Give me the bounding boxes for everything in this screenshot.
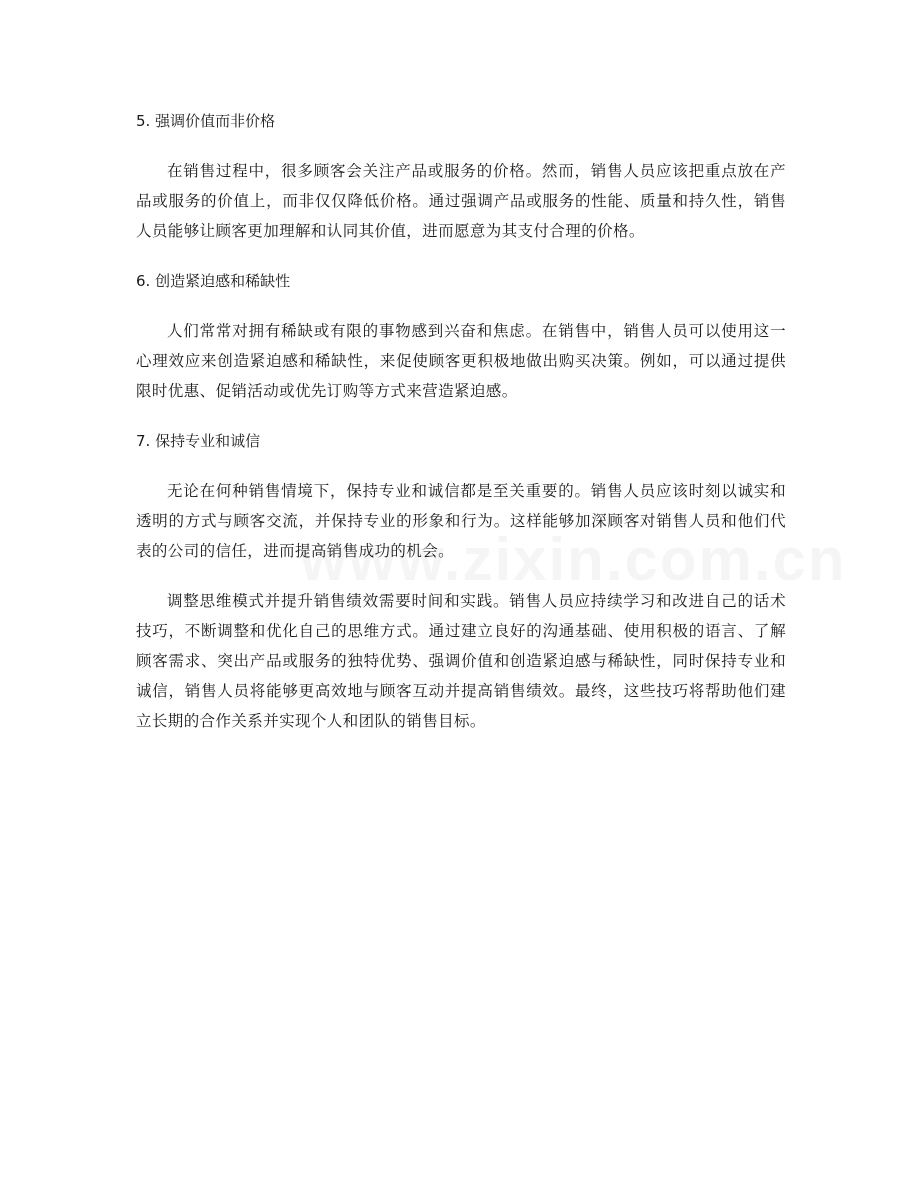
section-body-7: 无论在何种销售情境下，保持专业和诚信都是至关重要的。销售人员应该时刻以诚实和透明的方式与顾客交流，并保持专业的形象和行为。这样能够加深顾客对销售人员和他们代表的公司的信任，进而提高销售成功的机会。 xyxy=(136,482,786,560)
section-body-6: 人们常常对拥有稀缺或有限的事物感到兴奋和焦虑。在销售中，销售人员可以使用这一心理效应来创造紧迫感和稀缺性，来促使顾客更积极地做出购买决策。例如，可以通过提供限时优惠、促销活动或优先订购等方式来营造紧迫感。 xyxy=(136,322,786,400)
section-heading-7: 7. 保持专业和诚信 xyxy=(136,432,261,450)
section-heading-6: 6. 创造紧迫感和稀缺性 xyxy=(136,272,291,290)
conclusion-paragraph: 调整思维模式并提升销售绩效需要时间和实践。销售人员应持续学习和改进自己的话术技巧，不断调整和优化自己的思维方式。通过建立良好的沟通基础、使用积极的语言、了解顾客需求、突出产品或服务的独特优势、强调价值和创造紧迫感与稀缺性，同时保持专业和诚信，销售人员将能够更高效地与顾客互动并提高销售绩效。最终，这些技巧将帮助他们建立长期的合作关系并实现个人和团队的销售目标。 xyxy=(136,592,786,730)
section-heading-5: 5. 强调价值而非价格 xyxy=(136,112,276,130)
document-content xyxy=(136,106,786,756)
section-body-5: 在销售过程中，很多顾客会关注产品或服务的价格。然而，销售人员应该把重点放在产品或服务的价值上，而非仅仅降低价格。通过强调产品或服务的性能、质量和持久性，销售人员能够让顾客更加理解和认同其价值，进而愿意为其支付合理的价格。 xyxy=(136,162,786,240)
